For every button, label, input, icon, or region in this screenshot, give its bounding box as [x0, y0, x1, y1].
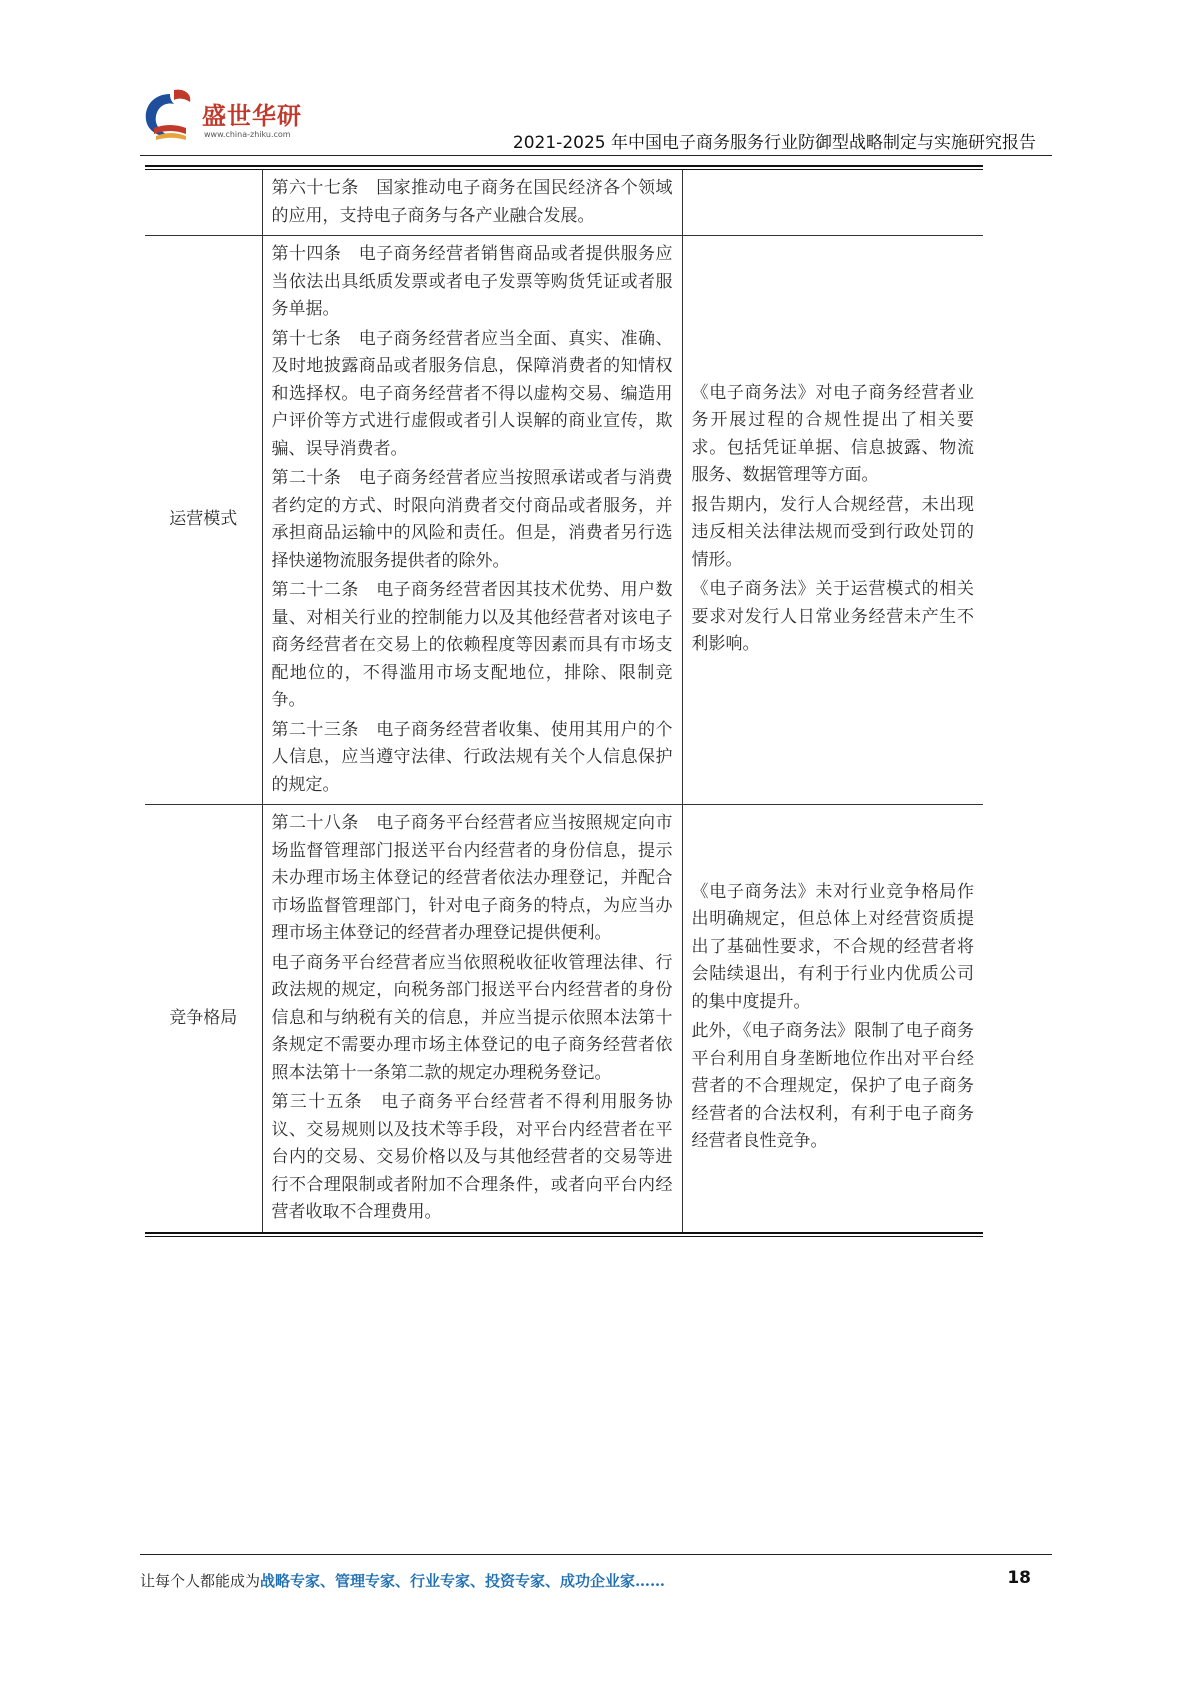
note-cell — [682, 805, 983, 1232]
law-article: 第二十八条 电子商务平台经营者应当按照规定向市场监督管理部门报送平台内经营者的身份信息，提示未办理市场主体登记的经营者依法办理登记，并配合市场监督管理部门，针对电子商务的特点，为应当办理市场主体登记的经营者办理登记提供便利。 — [271, 813, 673, 943]
law-article: 第十七条 电子商务经营者应当全面、真实、准确、及时地披露商品或者服务信息，保障消费者的知情权和选择权。电子商务经营者不得以虚构交易、编造用户评价等方式进行虚假或者引人误解的商业宣传，欺骗、误导消费者。 — [271, 328, 673, 459]
category-cell — [145, 170, 262, 236]
law-article: 第十四条 电子商务经营者销售商品或者提供服务应当依法出具纸质发票或者电子发票等购货凭证或者服务单据。 — [271, 244, 673, 319]
logo-name: 盛世华研 — [202, 102, 302, 130]
page-number: 18 — [1007, 1568, 1031, 1588]
law-article: 电子商务平台经营者应当依照税收征收管理法律、行政法规的规定，向税务部门报送平台内经营者的身份信息和与纳税有关的信息，并应当提示依照本法第十条规定不需要办理市场主体登记的电子商务经营者依照本法第十一条第二款的规定办理税务登记。 — [271, 952, 673, 1083]
footer-divider — [140, 1554, 1052, 1555]
header-divider — [140, 155, 1052, 156]
footer-slogan-prefix: 让每个人都能成为 — [140, 1572, 261, 1590]
report-title: 2021-2025 年中国电子商务服务行业防御型战略制定与实施研究报告 — [512, 133, 1036, 153]
category-cell: 竞争格局 — [145, 805, 262, 1232]
logo-emblem-icon — [140, 84, 204, 148]
law-article: 第三十五条 电子商务平台经营者不得利用服务协议、交易规则以及技术等手段，对平台内经营者在平台内的交易、交易价格以及与其他经营者的交易等进行不合理限制或者附加不合理条件，或者向平台内经营者收取不合理费用。 — [271, 1092, 673, 1222]
note-paragraph: 《电子商务法》未对行业竞争格局作出明确规定，但总体上对经营资质提出了基础性要求，不合规的经营者将会陆续退出，有利于行业内优质公司的集中度提升。 — [691, 881, 974, 1012]
note-cell — [682, 170, 983, 236]
table-row — [145, 805, 983, 1232]
note-cell — [682, 236, 983, 805]
law-cell — [262, 236, 682, 805]
footer-slogan-highlight: 战略专家、管理专家、行业专家、投资专家、成功企业家…… — [260, 1572, 666, 1590]
table-bottom-rule — [145, 1232, 983, 1237]
note-paragraph: 报告期内，发行人合规经营，未出现违反相关法律法规而受到行政处罚的情形。 — [691, 494, 974, 570]
law-article: 第二十二条 电子商务经营者因其技术优势、用户数量、对相关行业的控制能力以及其他经营者对该电子商务经营者在交易上的依赖程度等因素而具有市场支配地位的，不得滥用市场支配地位，排除、限制竞争。 — [271, 580, 673, 710]
table-row — [145, 236, 983, 805]
law-article: 第二十三条 电子商务经营者收集、使用其用户的个人信息，应当遵守法律、行政法规有关个人信息保护的规定。 — [271, 719, 673, 795]
company-logo — [140, 84, 330, 150]
law-article: 第二十条 电子商务经营者应当按照承诺或者与消费者约定的方式、时限向消费者交付商品或者服务，并承担商品运输中的风险和责任。但是，消费者另行选择快递物流服务提供者的除外。 — [271, 468, 673, 571]
law-article: 第六十七条 国家推动电子商务在国民经济各个领域的应用，支持电子商务与各产业融合发展。 — [271, 178, 673, 226]
note-paragraph: 《电子商务法》对电子商务经营者业务开展过程的合规性提出了相关要求。包括凭证单据、信息披露、物流服务、数据管理等方面。 — [691, 382, 974, 485]
law-cell — [262, 805, 682, 1232]
law-cell — [262, 170, 682, 236]
logo-url: www.china-zhiku.com — [204, 130, 291, 139]
table-row — [145, 170, 983, 236]
note-paragraph: 《电子商务法》关于运营模式的相关要求对发行人日常业务经营未产生不利影响。 — [691, 579, 974, 654]
footer-slogan — [140, 1570, 665, 1591]
category-cell: 运营模式 — [145, 236, 262, 805]
regulation-table — [145, 165, 983, 1237]
note-paragraph: 此外，《电子商务法》限制了电子商务平台利用自身垄断地位作出对平台经营者的不合理规定，保护了电子商务经营者的合法权利，有利于电子商务经营者良性竞争。 — [691, 1021, 974, 1152]
